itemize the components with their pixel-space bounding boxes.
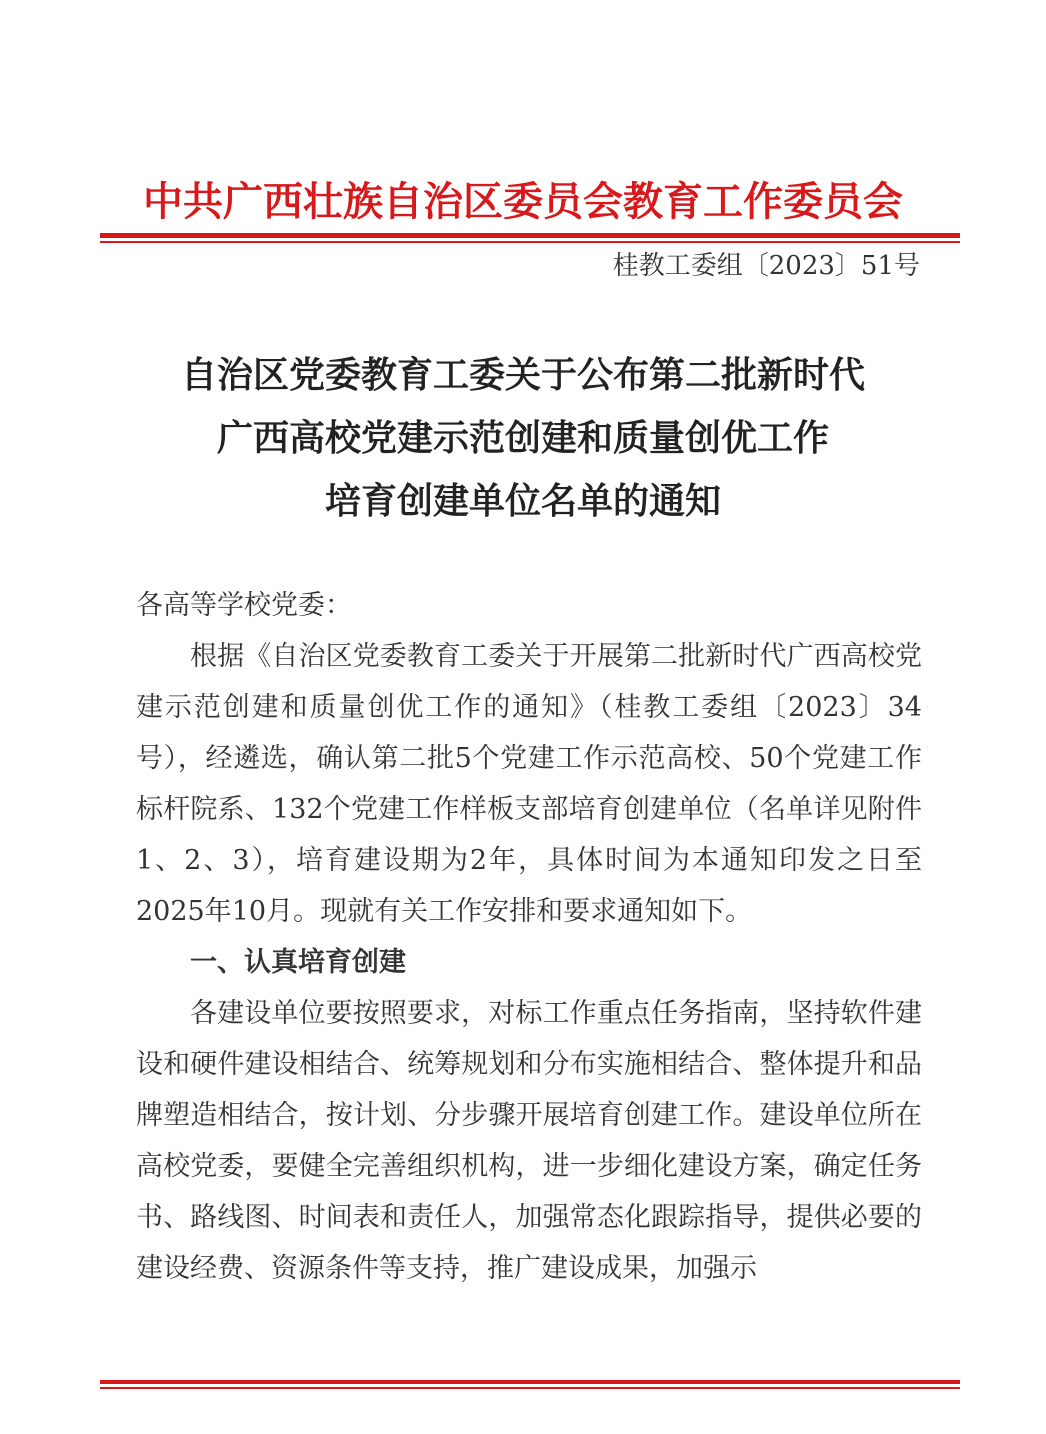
header-red-rule-thin xyxy=(100,241,960,243)
title-line-2: 广西高校党建示范创建和质量创优工作 xyxy=(216,417,829,459)
title-line-1: 自治区党委教育工委关于公布第二批新时代 xyxy=(180,354,865,396)
document-body xyxy=(136,580,922,1294)
footer-red-rule-thin xyxy=(100,1387,960,1389)
body-paragraph-2: 各建设单位要按照要求，对标工作重点任务指南，坚持软件建设和硬件建设相结合、统筹规划和分布实施相结合、整体提升和品牌塑造相结合，按计划、分步骤开展培育创建工作。建设单位所在高校党委，要健全完善组织机构，进一步细化建设方案，确定任务书、路线图、时间表和责任人，加强常态化跟踪指导，提供必要的建设经费、资源条件等支持，推广建设成果，加强示 xyxy=(136,998,922,1284)
body-paragraph-1: 根据《自治区党委教育工委关于开展第二批新时代广西高校党建示范创建和质量创优工作的通知》（桂教工委组〔2023〕34号），经遴选，确认第二批5个党建工作示范高校、50个党建工作标杆院系、132个党建工作样板支部培育创建单位（名单详见附件1、2、3），培育建设期为2年，具体时间为本通知印发之日至2025年10月。现就有关工作安排和要求通知如下。 xyxy=(136,641,922,927)
section-heading-1: 一、认真培育创建 xyxy=(190,947,406,978)
salutation: 各高等学校党委： xyxy=(136,590,352,621)
document-number: 桂教工委组〔2023〕51号 xyxy=(612,251,920,281)
document-title xyxy=(0,344,1046,533)
footer-red-rule-thick xyxy=(100,1380,960,1384)
issuing-organization-header: 中共广西壮族自治区委员会教育工作委员会 xyxy=(143,178,903,225)
header-red-rule-thick xyxy=(100,233,960,238)
title-line-3: 培育创建单位名单的通知 xyxy=(324,480,721,522)
